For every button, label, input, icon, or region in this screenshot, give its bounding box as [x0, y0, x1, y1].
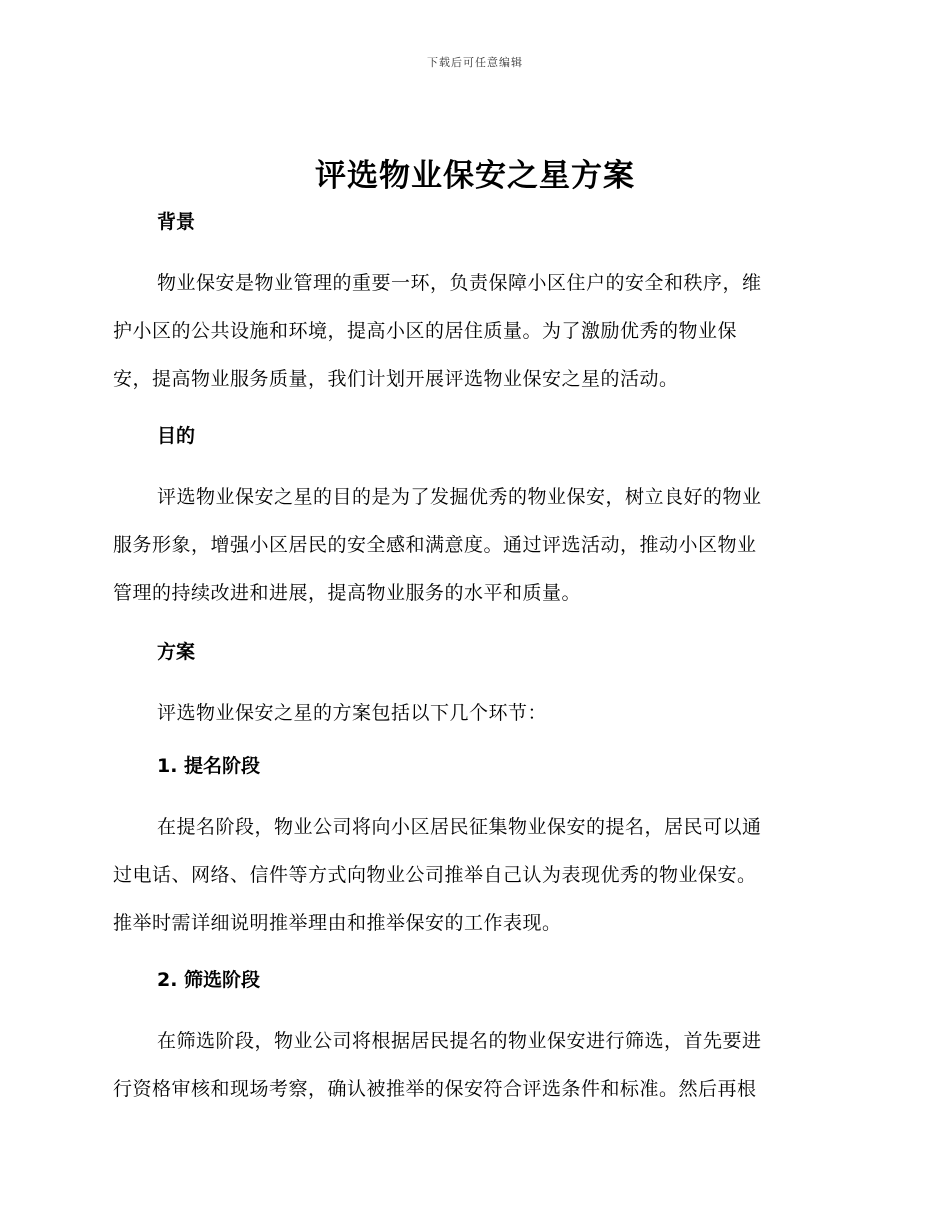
section-heading-screening: 2. 筛选阶段	[157, 969, 261, 991]
section-paragraph-purpose	[113, 473, 833, 617]
document-body	[113, 203, 833, 1125]
section-heading-background: 背景	[157, 211, 196, 233]
paragraph-line: 在筛选阶段，物业公司将根据居民提名的物业保安进行筛选，首先要进	[157, 1030, 762, 1052]
paragraph-line: 物业保安是物业管理的重要一环，负责保障小区住户的安全和秩序，维	[157, 272, 762, 294]
paragraph-line: 过电话、网络、信件等方式向物业公司推举自己认为表现优秀的物业保安。	[113, 864, 757, 886]
section-heading-plan: 方案	[157, 641, 196, 663]
paragraph-line: 服务形象，增强小区居民的安全感和满意度。通过评选活动，推动小区物业	[113, 534, 757, 556]
section-paragraph-plan	[113, 689, 833, 737]
page-header-note: 下载后可任意编辑	[427, 56, 523, 69]
section-paragraph-screening	[113, 1017, 833, 1113]
section-paragraph-background	[113, 259, 833, 403]
document-title: 评选物业保安之星方案	[315, 158, 635, 194]
paragraph-line: 护小区的公共设施和环境，提高小区的居住质量。为了激励优秀的物业保	[113, 320, 738, 342]
paragraph-line: 评选物业保安之星的方案包括以下几个环节：	[157, 702, 548, 724]
section-heading-purpose: 目的	[157, 425, 196, 447]
paragraph-line: 评选物业保安之星的目的是为了发掘优秀的物业保安，树立良好的物业	[157, 486, 762, 508]
paragraph-line: 管理的持续改进和进展，提高物业服务的水平和质量。	[113, 582, 582, 604]
paragraph-line: 行资格审核和现场考察，确认被推举的保安符合评选条件和标准。然后再根	[113, 1078, 757, 1100]
paragraph-line: 推举时需详细说明推举理由和推举保安的工作表现。	[113, 912, 562, 934]
paragraph-line: 在提名阶段，物业公司将向小区居民征集物业保安的提名，居民可以通	[157, 816, 762, 838]
section-heading-nomination: 1. 提名阶段	[157, 755, 261, 777]
section-paragraph-nomination	[113, 803, 833, 947]
paragraph-line: 安，提高物业服务质量，我们计划开展评选物业保安之星的活动。	[113, 368, 679, 390]
